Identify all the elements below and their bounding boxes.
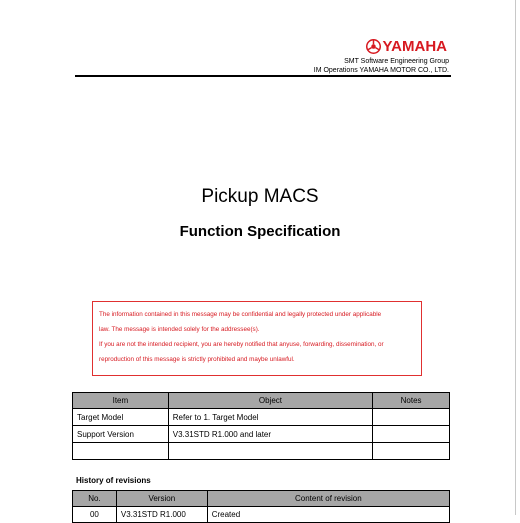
table-cell: 00 (73, 507, 117, 523)
page-edge (515, 0, 516, 515)
table-cell (168, 443, 372, 460)
table-row (73, 426, 450, 443)
column-header: Notes (373, 393, 450, 409)
table-cell: Target Model (73, 409, 169, 426)
table-cell (73, 443, 169, 460)
column-header: No. (73, 491, 117, 507)
table-cell (373, 409, 450, 426)
table-cell: Refer to 1. Target Model (168, 409, 372, 426)
spec-table (72, 392, 450, 460)
organization-info (314, 57, 449, 75)
table-cell (373, 426, 450, 443)
table-cell (373, 443, 450, 460)
column-header: Object (168, 393, 372, 409)
notice-line-4: reproduction of this message is strictly prohibited and maybe unlawful. (99, 356, 295, 363)
table-header-row (73, 491, 450, 507)
table-row (73, 409, 450, 426)
notice-line-2: law. The message is intended solely for the addressee(s). (99, 326, 260, 333)
logo-text: YAMAHA (382, 38, 447, 55)
org-line-1: SMT Software Engineering Group (344, 58, 449, 65)
table-cell: Support Version (73, 426, 169, 443)
history-title: History of revisions (76, 476, 151, 485)
table-row (73, 443, 450, 460)
header-rule (75, 75, 451, 77)
document-title: Pickup MACS (201, 186, 319, 207)
table-cell: V3.31STD R1.000 (116, 507, 207, 523)
history-table (72, 490, 450, 523)
tuning-forks-icon (366, 39, 381, 54)
document-subtitle: Function Specification (179, 223, 341, 240)
org-line-2: IM Operations YAMAHA MOTOR CO., LTD. (313, 67, 449, 74)
notice-line-1: The information contained in this message may be confidential and legally protected under applicable (99, 311, 382, 318)
column-header: Content of revision (207, 491, 449, 507)
column-header: Item (73, 393, 169, 409)
table-cell: V3.31STD R1.000 and later (168, 426, 372, 443)
confidentiality-notice (92, 301, 422, 376)
table-cell: Created (207, 507, 449, 523)
column-header: Version (116, 491, 207, 507)
table-header-row (73, 393, 450, 409)
yamaha-logo (366, 38, 447, 55)
notice-line-3: If you are not the intended recipient, you are hereby notified that anyuse, forwarding, dissemination, or (99, 341, 384, 348)
